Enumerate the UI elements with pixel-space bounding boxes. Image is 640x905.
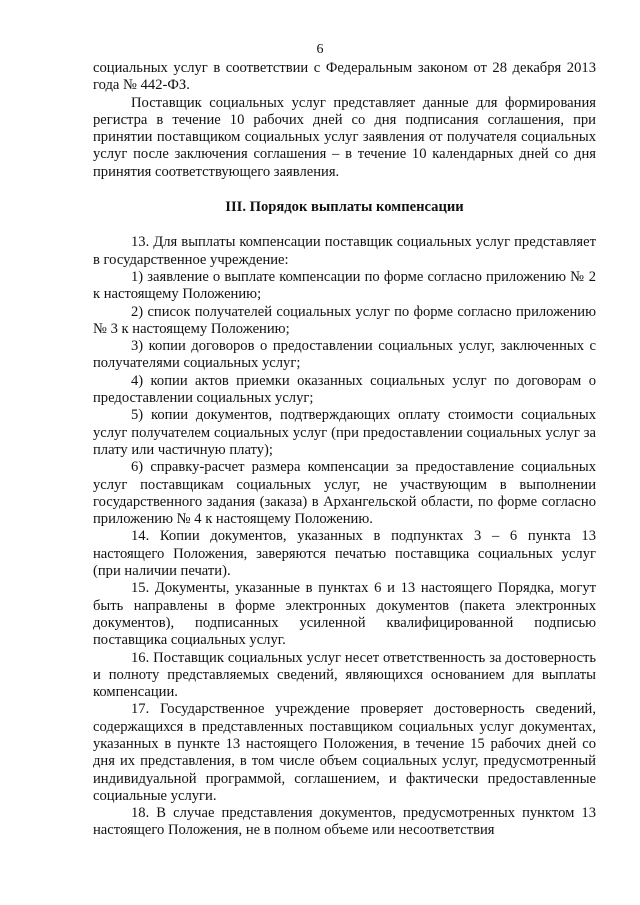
page-number: 6	[316, 42, 324, 57]
paragraph-intro-1: социальных услуг в соответствии с Федеральным законом от 28 декабря 2013 года № 442-ФЗ.	[93, 60, 596, 94]
paragraph-intro-2: Поставщик социальных услуг представляет данные для формирования регистра в течение 10 рабочих дней со дня подписания соглашения, при принятии поставщиком социальных услуг заявления от получателя социальных услуг после заключения соглашения – в течение 10 календарных дней со дня принятия соответствующего заявления.	[93, 94, 596, 180]
subitem-6: 6) справку-расчет размера компенсации за предоставление социальных услуг поставщикам социальных услуг, не участвующим в выполнении государственного задания (заказа) в Архангельской области, по форме согласно приложению № 4 к настоящему Положению.	[93, 459, 596, 528]
section-heading: III. Порядок выплаты компенсации	[225, 199, 464, 216]
paragraph-item-13: 13. Для выплаты компенсации поставщик социальных услуг представляет в государственное учреждение:	[93, 234, 596, 268]
document-body	[93, 60, 596, 840]
paragraph-item-15: 15. Документы, указанные в пунктах 6 и 13 настоящего Порядка, могут быть направлены в форме электронных документов (пакета электронных документов), подписанных усиленной квалифицированной подписью поставщика социальных услуг.	[93, 580, 596, 649]
subitem-4: 4) копии актов приемки оказанных социальных услуг по договорам о предоставлении социальных услуг;	[93, 372, 596, 407]
subitem-2: 2) список получателей социальных услуг по форме согласно приложению № 3 к настоящему Положению;	[93, 303, 596, 337]
paragraph-item-16: 16. Поставщик социальных услуг несет ответственность за достоверность и полноту представляемых сведений, являющихся основанием для выплаты компенсации.	[93, 649, 596, 701]
subitem-5: 5) копии документов, подтверждающих оплату стоимости социальных услуг получателем социальных услуг (при предоставлении социальных услуг за плату или частичную плату);	[93, 407, 596, 458]
paragraph-item-17: 17. Государственное учреждение проверяет достоверность сведений, содержащихся в представленных поставщиком социальных услуг документах, указанных в пункте 13 настоящего Положения, в течение 15 рабочих дней со дня их представления, в том числе объем социальных услуг, предусмотренный индивидуальной программой, соглашением, и фактически предоставленные социальные услуги.	[93, 701, 596, 804]
subitem-3: 3) копии договоров о предоставлении социальных услуг, заключенных с получателями социальных услуг;	[93, 338, 596, 372]
paragraph-item-18: 18. В случае представления документов, предусмотренных пунктом 13 настоящего Положения, не в полном объеме или несоответствия	[93, 805, 596, 839]
paragraph-item-14: 14. Копии документов, указанных в подпунктах 3 – 6 пункта 13 настоящего Положения, заверяются печатью поставщика социальных услуг (при наличии печати).	[93, 528, 596, 580]
subitem-1: 1) заявление о выплате компенсации по форме согласно приложению № 2 к настоящему Положению;	[93, 268, 596, 303]
